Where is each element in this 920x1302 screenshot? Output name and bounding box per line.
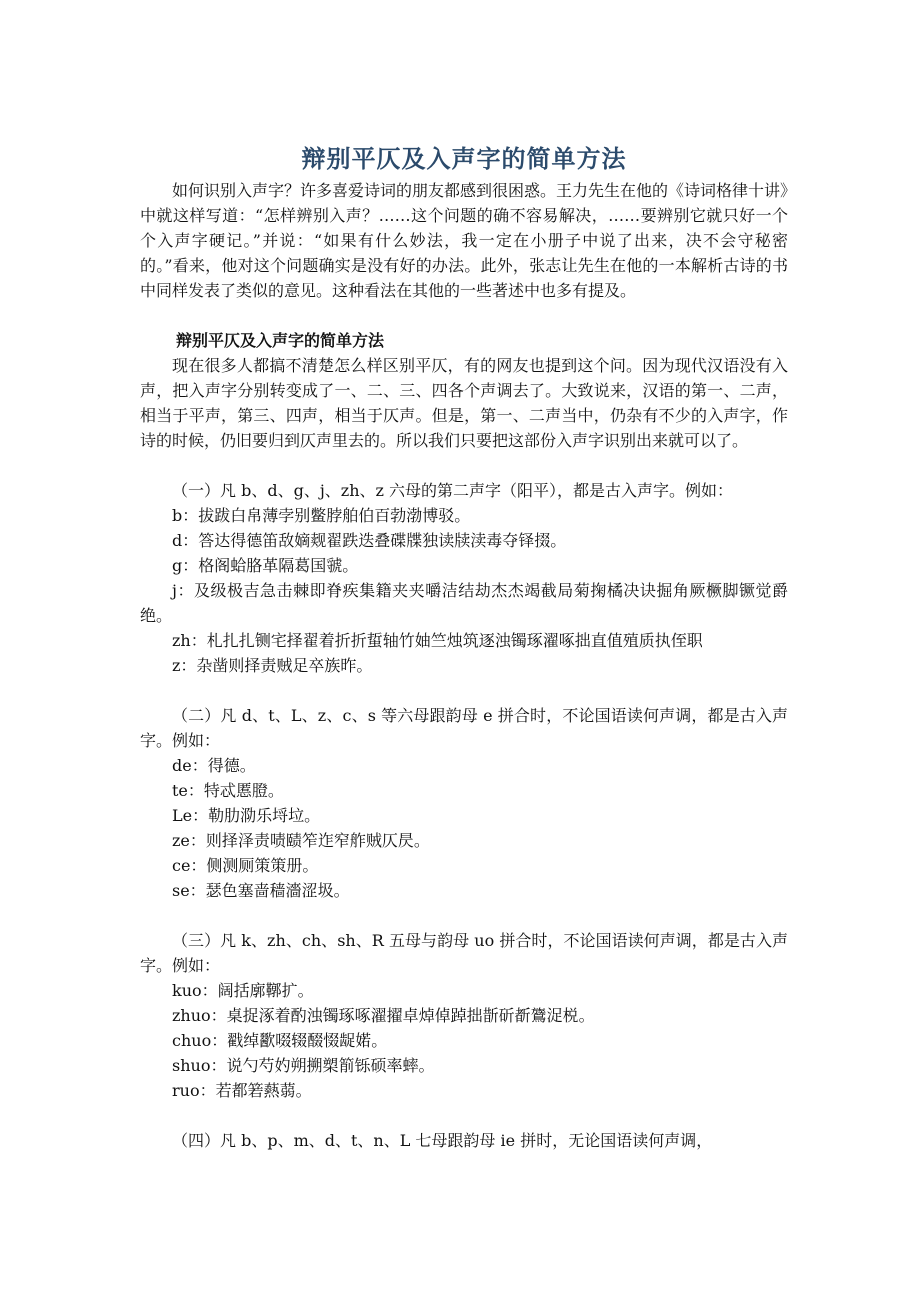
document-title: 辩别平仄及入声字的简单方法	[301, 144, 627, 173]
list-item: zh：札扎扎铡宅择翟着折折蜇轴竹妯竺烛筑逐浊镯琢濯啄拙直值殖质执侄职	[172, 631, 703, 650]
list-item: g：格阁蛤胳革隔葛国虢。	[172, 556, 359, 575]
list-item: j：及级极吉急击棘即脊疾集籍夹夹嚼洁结劫杰杰竭截局菊掬橘决诀掘角厥橛脚镢觉爵绝。	[140, 581, 788, 625]
rule-intro: （二）凡 d、t、L、z、c、s 等六母跟韵母 e 拼合时，不论国语读何声调，都是古入声字。例如：	[140, 706, 788, 750]
rule-1	[140, 478, 788, 678]
rule-3	[140, 928, 788, 1103]
list-item: ruo：若都箬爇蒻。	[172, 1081, 312, 1100]
rule-2	[140, 703, 788, 903]
list-item: ze：则择泽责啧赜笮迮窄舴贼仄昃。	[172, 831, 430, 850]
list-item: de：得德。	[172, 756, 256, 775]
intro-paragraph: 如何识别入声字？许多喜爱诗词的朋友都感到很困惑。王力先生在他的《诗词格律十讲》中就这样写道：“怎样辨别入声？……这个问题的确不容易解决，……要辨别它就只好一个个入声字硬记。”并说：“如果有什么妙法，我一定在小册子中说了出来，决不会守秘密的。”看来，他对这个问题确实是没有好的办法。此外，张志让先生在他的一本解析古诗的书中同样发表了类似的意见。这种看法在其他的一些著述中也多有提及。	[140, 181, 789, 300]
list-item: shuo：说勺芍妁朔搠槊箾铄硕率蟀。	[172, 1056, 435, 1075]
section-heading: 辩别平仄及入声字的简单方法	[176, 331, 385, 350]
list-item: chuo：戳绰歠啜辍醊惙龊婼。	[172, 1031, 388, 1050]
rule-intro: （三）凡 k、zh、ch、sh、R 五母与韵母 uo 拼合时，不论国语读何声调，都是古入声字。例如：	[140, 931, 788, 975]
list-item: Le：勒肋泐乐埒垃。	[172, 806, 321, 825]
list-item: te：特忒慝膯。	[172, 781, 284, 800]
list-item: z：杂凿则择责贼足卒族昨。	[172, 656, 373, 675]
list-item: b：拔跋白帛薄孛别鳖脖舶伯百勃渤博驳。	[172, 506, 471, 525]
list-item: ce：侧测厕策策册。	[172, 856, 319, 875]
rule-intro: （一）凡 b、d、g、j、zh、z 六母的第二声字（阳平），都是古入声字。例如：	[172, 481, 734, 500]
body-paragraph: 现在很多人都搞不清楚怎么样区别平仄，有的网友也提到这个问。因为现代汉语没有入声，把入声字分别转变成了一、二、三、四各个声调去了。大致说来，汉语的第一、二声，相当于平声，第三、四声，相当于仄声。但是，第一、二声当中，仍杂有不少的入声字，作诗的时候，仍旧要归到仄声里去的。所以我们只要把这部份入声字识别出来就可以了。	[140, 356, 788, 450]
list-item: kuo：阔括廓鞹扩。	[172, 981, 314, 1000]
rule-4	[140, 1128, 788, 1153]
list-item: d：答达得德笛敌嫡觌翟跌迭叠碟牒独读牍渎毒夺铎掇。	[172, 531, 567, 550]
list-item: se：瑟色塞啬穑濇涩圾。	[172, 881, 350, 900]
document-page	[140, 140, 788, 1153]
rule-intro: （四）凡 b、p、m、d、t、n、L 七母跟韵母 ie 拼时，无论国语读何声调，	[172, 1131, 713, 1150]
list-item: zhuo：桌捉涿着酌浊镯琢啄濯擢卓焯倬踔拙斮斫斱鷟浞棁。	[172, 1006, 595, 1025]
